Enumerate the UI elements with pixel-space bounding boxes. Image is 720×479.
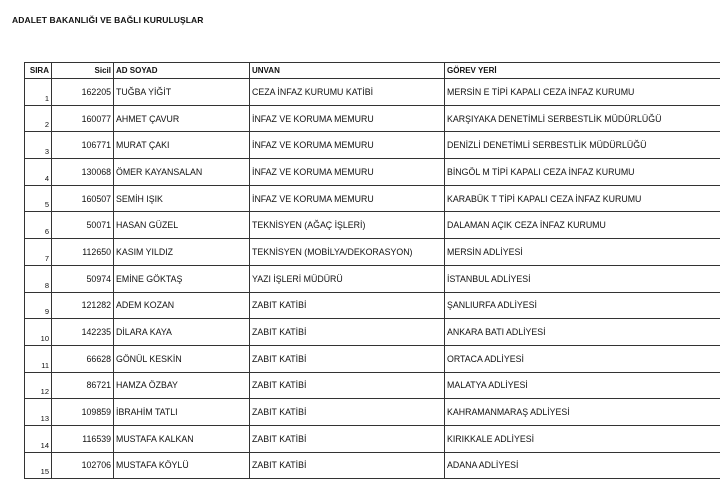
cell-sira: 15: [25, 452, 52, 479]
table-row: [25, 132, 720, 159]
cell-sicil: 50071: [52, 212, 114, 239]
cell-sicil: 109859: [52, 399, 114, 426]
table-row: [25, 105, 720, 132]
table-header: [25, 63, 720, 79]
cell-ad-soyad: ADEM KOZAN: [114, 292, 250, 319]
cell-ad-soyad: MURAT ÇAKI: [114, 132, 250, 159]
table-body: [25, 79, 720, 479]
cell-ad-soyad: DİLARA KAYA: [114, 319, 250, 346]
table-row: [25, 452, 720, 479]
cell-sicil: 162205: [52, 79, 114, 106]
header-sicil: Sicil: [52, 63, 114, 79]
cell-gorev-yeri: KARABÜK T TİPİ KAPALI CEZA İNFAZ KURUMU: [445, 185, 720, 212]
cell-sicil: 160077: [52, 105, 114, 132]
cell-sicil: 116539: [52, 425, 114, 452]
cell-sira: 10: [25, 319, 52, 346]
cell-sicil: 86721: [52, 372, 114, 399]
cell-gorev-yeri: ORTACA ADLİYESİ: [445, 345, 720, 372]
cell-ad-soyad: MUSTAFA KÖYLÜ: [114, 452, 250, 479]
cell-sira: 6: [25, 212, 52, 239]
table-row: [25, 239, 720, 266]
personnel-table: [24, 62, 720, 479]
cell-unvan: ZABIT KATİBİ: [250, 319, 445, 346]
cell-gorev-yeri: KIRIKKALE ADLİYESİ: [445, 425, 720, 452]
cell-sicil: 106771: [52, 132, 114, 159]
table-row: [25, 159, 720, 186]
cell-unvan: ZABIT KATİBİ: [250, 372, 445, 399]
header-row: [25, 63, 720, 79]
cell-gorev-yeri: KARŞIYAKA DENETİMLİ SERBESTLİK MÜDÜRLÜĞÜ: [445, 105, 720, 132]
cell-sira: 13: [25, 399, 52, 426]
cell-sicil: 121282: [52, 292, 114, 319]
table-row: [25, 265, 720, 292]
cell-sicil: 142235: [52, 319, 114, 346]
cell-unvan: TEKNİSYEN (MOBİLYA/DEKORASYON): [250, 239, 445, 266]
header-ad-soyad: AD SOYAD: [114, 63, 250, 79]
cell-unvan: ZABIT KATİBİ: [250, 425, 445, 452]
cell-ad-soyad: HAMZA ÖZBAY: [114, 372, 250, 399]
table-row: [25, 399, 720, 426]
cell-gorev-yeri: BİNGÖL M TİPİ KAPALI CEZA İNFAZ KURUMU: [445, 159, 720, 186]
cell-ad-soyad: AHMET ÇAVUR: [114, 105, 250, 132]
table-row: [25, 345, 720, 372]
cell-gorev-yeri: İSTANBUL ADLİYESİ: [445, 265, 720, 292]
cell-gorev-yeri: DALAMAN AÇIK CEZA İNFAZ KURUMU: [445, 212, 720, 239]
cell-sira: 3: [25, 132, 52, 159]
cell-sicil: 50974: [52, 265, 114, 292]
cell-ad-soyad: HASAN GÜZEL: [114, 212, 250, 239]
cell-gorev-yeri: MERSİN E TİPİ KAPALI CEZA İNFAZ KURUMU: [445, 79, 720, 106]
cell-gorev-yeri: ŞANLIURFA ADLİYESİ: [445, 292, 720, 319]
header-gorev-yeri: GÖREV YERİ: [445, 63, 720, 79]
cell-unvan: İNFAZ VE KORUMA MEMURU: [250, 185, 445, 212]
cell-unvan: İNFAZ VE KORUMA MEMURU: [250, 132, 445, 159]
table-row: [25, 79, 720, 106]
cell-gorev-yeri: MALATYA ADLİYESİ: [445, 372, 720, 399]
cell-unvan: ZABIT KATİBİ: [250, 399, 445, 426]
cell-gorev-yeri: MERSİN ADLİYESİ: [445, 239, 720, 266]
table-row: [25, 292, 720, 319]
cell-unvan: ZABIT KATİBİ: [250, 292, 445, 319]
cell-sira: 4: [25, 159, 52, 186]
cell-sicil: 66628: [52, 345, 114, 372]
cell-ad-soyad: TUĞBA YİĞİT: [114, 79, 250, 106]
cell-sira: 2: [25, 105, 52, 132]
cell-ad-soyad: GÖNÜL KESKİN: [114, 345, 250, 372]
cell-unvan: ZABIT KATİBİ: [250, 452, 445, 479]
cell-unvan: İNFAZ VE KORUMA MEMURU: [250, 105, 445, 132]
header-unvan: UNVAN: [250, 63, 445, 79]
cell-sicil: 160507: [52, 185, 114, 212]
cell-ad-soyad: KASIM YILDIZ: [114, 239, 250, 266]
cell-gorev-yeri: ANKARA BATI ADLİYESİ: [445, 319, 720, 346]
cell-sira: 8: [25, 265, 52, 292]
cell-sira: 14: [25, 425, 52, 452]
header-sira: SIRA: [25, 63, 52, 79]
cell-unvan: İNFAZ VE KORUMA MEMURU: [250, 159, 445, 186]
page-title: ADALET BAKANLIĞI VE BAĞLI KURULUŞLAR: [12, 15, 204, 25]
cell-unvan: ZABIT KATİBİ: [250, 345, 445, 372]
cell-sicil: 130068: [52, 159, 114, 186]
cell-sira: 7: [25, 239, 52, 266]
cell-unvan: TEKNİSYEN (AĞAÇ İŞLERİ): [250, 212, 445, 239]
cell-sira: 1: [25, 79, 52, 106]
cell-ad-soyad: ÖMER KAYANSALAN: [114, 159, 250, 186]
cell-gorev-yeri: DENİZLİ DENETİMLİ SERBESTLİK MÜDÜRLÜĞÜ: [445, 132, 720, 159]
cell-sira: 12: [25, 372, 52, 399]
cell-gorev-yeri: KAHRAMANMARAŞ ADLİYESİ: [445, 399, 720, 426]
table-row: [25, 372, 720, 399]
cell-ad-soyad: İBRAHİM TATLI: [114, 399, 250, 426]
table-row: [25, 319, 720, 346]
cell-sicil: 112650: [52, 239, 114, 266]
table-row: [25, 212, 720, 239]
table-row: [25, 425, 720, 452]
table-row: [25, 185, 720, 212]
cell-unvan: CEZA İNFAZ KURUMU KATİBİ: [250, 79, 445, 106]
cell-unvan: YAZI İŞLERİ MÜDÜRÜ: [250, 265, 445, 292]
cell-ad-soyad: MUSTAFA KALKAN: [114, 425, 250, 452]
cell-ad-soyad: EMİNE GÖKTAŞ: [114, 265, 250, 292]
cell-sira: 9: [25, 292, 52, 319]
cell-sicil: 102706: [52, 452, 114, 479]
cell-sira: 11: [25, 345, 52, 372]
cell-sira: 5: [25, 185, 52, 212]
personnel-table-container: [24, 62, 720, 479]
cell-gorev-yeri: ADANA ADLİYESİ: [445, 452, 720, 479]
cell-ad-soyad: SEMİH IŞIK: [114, 185, 250, 212]
